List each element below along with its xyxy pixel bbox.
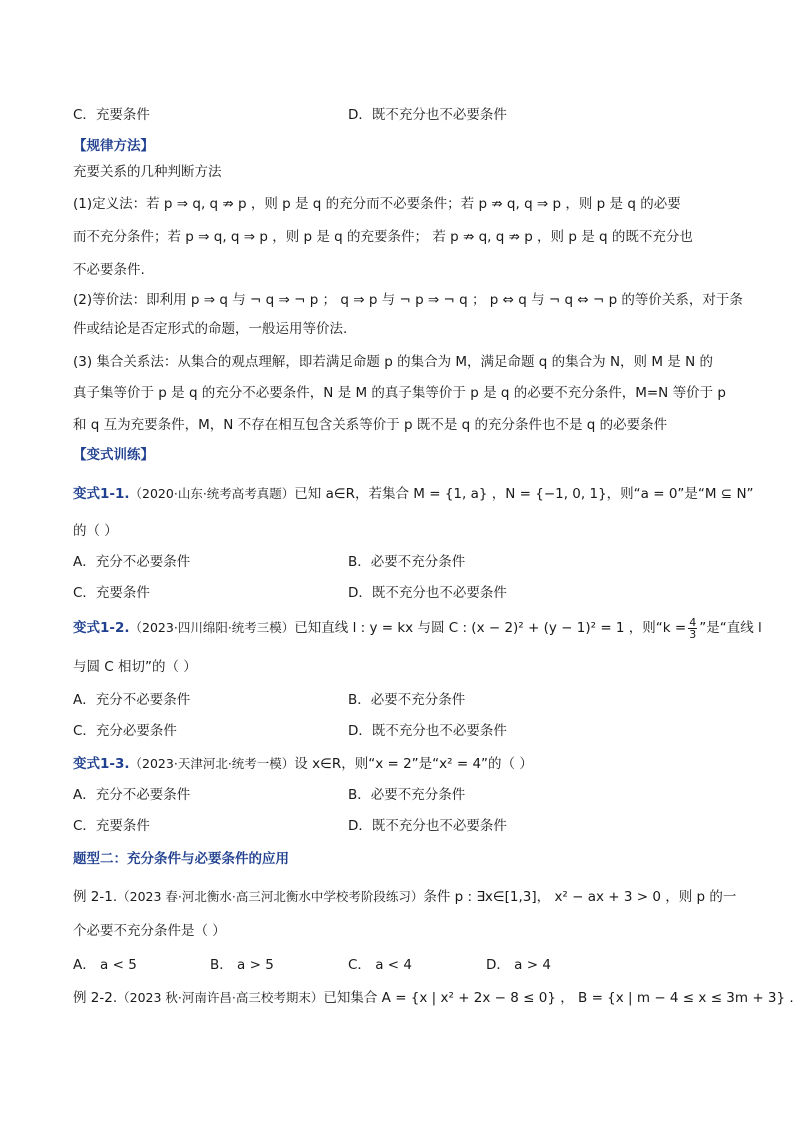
question-1-1-line-2: 的（ ） xyxy=(73,523,118,539)
set-relation-line-2: 真子集等价于 p 是 q 的充分不必要条件，N 是 M 的真子集等价于 p 是 q 的必要不充分条件，M=N 等价于 p xyxy=(73,385,726,401)
question-source: （2020·山东·统考高考真题） xyxy=(129,486,295,501)
equivalence-line-1: (2)等价法：即利用 p ⇒ q 与 ¬ q ⇒ ¬ p ； q ⇒ p 与 ¬ p ⇒ ¬ q ； p ⇔ q 与 ¬ q ⇔ ¬ p 的等价关系，对于条 xyxy=(73,292,743,308)
equivalence-line-2: 件或结论是否定形式的命题，一般运用等价法. xyxy=(73,321,348,337)
ex1-option-d: D． a > 4 xyxy=(486,957,551,973)
example-source: （2023 秋·河南许昌·高三校考期末） xyxy=(117,990,324,1005)
q3-option-b: B．必要不充分条件 xyxy=(348,787,466,803)
set-relation-line-1: (3) 集合关系法：从集合的观点理解，即若满足命题 p 的集合为 M，满足命题 q 的集合为 N，则 M 是 N 的 xyxy=(73,354,713,370)
set-relation-line-3: 和 q 互为充要条件，M，N 不存在相互包含关系等价于 p 既不是 q 的充分条件也不是 q 的必要条件 xyxy=(73,417,668,433)
q3-option-d: D．既不充分也不必要条件 xyxy=(348,818,507,834)
question-source: （2023·天津河北·统考一模） xyxy=(129,756,295,771)
question-text: 已知 a∈R，若集合 M = {1, a} ，N = {−1, 0, 1}，则“a = 0”是“M ⊆ N” xyxy=(294,486,754,502)
example-text: 条件 p : ∃x∈[1,3]， x² − ax + 3 > 0 ，则 p 的一 xyxy=(423,889,737,905)
example-2-1 xyxy=(73,885,736,905)
q1-option-a: A．充分不必要条件 xyxy=(73,554,191,570)
section-header-type-2: 题型二：充分条件与必要条件的应用 xyxy=(73,851,289,867)
q1-option-d: D．既不充分也不必要条件 xyxy=(348,585,507,601)
question-source: （2023·四川绵阳·统考三模） xyxy=(129,620,295,635)
question-label: 变式1-3. xyxy=(73,756,130,772)
question-label: 变式1-1. xyxy=(73,486,130,502)
q2-option-d: D．既不充分也不必要条件 xyxy=(348,723,507,739)
question-1-3 xyxy=(73,752,533,772)
fraction-denominator: 3 xyxy=(689,627,697,641)
fraction xyxy=(688,617,697,640)
q3-option-c: C．充要条件 xyxy=(73,818,150,834)
question-label: 变式1-2. xyxy=(73,620,130,636)
q1-option-b: B．必要不充分条件 xyxy=(348,554,466,570)
definition-line-2: 而不充分条件；若 p ⇒ q, q ⇒ p ，则 p 是 q 的充要条件； 若 p ⇏ q, q ⇏ p ，则 p 是 q 的既不充分也 xyxy=(73,229,693,245)
example-2-2 xyxy=(73,986,794,1006)
q2-option-a: A．充分不必要条件 xyxy=(73,692,191,708)
option-d: D．既不充分也不必要条件 xyxy=(348,107,507,123)
definition-line-1: (1)定义法：若 p ⇒ q, q ⇏ p ，则 p 是 q 的充分而不必要条件；若 p ⇏ q, q ⇒ p ，则 p 是 q 的必要 xyxy=(73,196,681,212)
example-text: 已知集合 A = {x | x² + 2x − 8 ≤ 0} ， B = {x | m − 4 ≤ x ≤ 3m + 3} . xyxy=(323,990,794,1006)
q2-option-b: B．必要不充分条件 xyxy=(348,692,466,708)
question-1-2 xyxy=(73,616,762,640)
ex1-option-b: B． a > 5 xyxy=(210,957,274,973)
question-1-1 xyxy=(73,482,754,502)
question-text: 已知直线 l : y = kx 与圆 C : (x − 2)² + (y − 1)² = 1 ，则“k = xyxy=(294,620,687,636)
q2-option-c: C．充分必要条件 xyxy=(73,723,177,739)
q3-option-a: A．充分不必要条件 xyxy=(73,787,191,803)
method-title: 充要关系的几种判断方法 xyxy=(73,164,222,180)
option-c: C．充要条件 xyxy=(73,107,150,123)
example-source: （2023 春·河北衡水·高三河北衡水中学校考阶段练习） xyxy=(117,889,424,904)
example-2-1-line-2: 个必要不充分条件是（ ） xyxy=(73,923,226,939)
question-text-tail: ”是“直线 l xyxy=(699,620,762,636)
q1-option-c: C．充要条件 xyxy=(73,585,150,601)
question-text: 设 x∈R，则“x = 2”是“x² = 4”的（ ） xyxy=(294,756,533,772)
ex1-option-a: A． a < 5 xyxy=(73,957,137,973)
definition-line-3: 不必要条件. xyxy=(73,262,145,278)
ex1-option-c: C． a < 4 xyxy=(348,957,412,973)
question-1-2-line-2: 与圆 C 相切”的（ ） xyxy=(73,659,197,675)
example-label: 例 2-2. xyxy=(73,990,118,1006)
training-header: 【变式训练】 xyxy=(73,447,154,463)
method-header: 【规律方法】 xyxy=(73,138,154,154)
fraction-numerator: 4 xyxy=(689,615,697,629)
example-label: 例 2-1. xyxy=(73,889,118,905)
